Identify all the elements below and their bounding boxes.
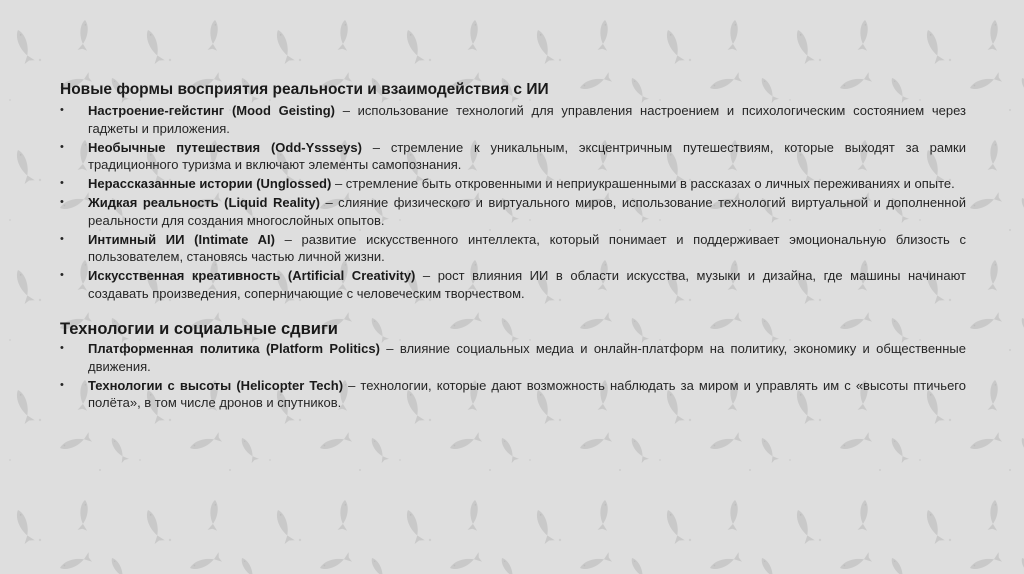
term: Нерассказанные истории (Unglossed) — [88, 176, 332, 191]
bullet-icon: • — [60, 342, 64, 354]
section-title: Технологии и социальные сдвиги — [60, 320, 338, 338]
term: Искусственная креативность (Artificial Creativity) — [88, 268, 416, 283]
bullet-icon: • — [60, 104, 64, 116]
list-item — [60, 175, 966, 193]
list-item — [60, 139, 966, 174]
bullet-list — [60, 102, 966, 302]
term: Необычные путешествия (Odd-Yssseys) — [88, 139, 362, 155]
list-item — [60, 377, 966, 412]
bullet-icon: • — [60, 232, 64, 245]
description: – стремление быть откровенными и неприукрашенными в рассказах о личных переживаниях и опыте. — [331, 176, 955, 191]
bullet-list — [60, 340, 966, 412]
description: – развитие искусственного интеллекта, который понимает и поддерживает эмоциональную близость с пользователем, становясь частью личной жизни. — [88, 231, 966, 264]
description: – технологии, которые дают возможность наблюдать за миром и управлять им с «высоты птичьего полёта», в том числе дронов и спутников. — [88, 377, 966, 410]
slide-content — [60, 80, 966, 413]
bullet-icon: • — [60, 196, 64, 208]
description: – использование технологий для управления настроением и психологическим состоянием через гаджеты и приложения. — [88, 103, 967, 136]
bullet-icon: • — [60, 378, 64, 391]
description: – стремление к уникальным, эксцентричным путешествиям, которые выходят за рамки традиционного туризма и включают элементы самопознания. — [88, 139, 966, 172]
list-item — [60, 267, 966, 302]
bullet-icon: • — [60, 177, 64, 189]
term: Платформенная политика (Platform Politics) — [88, 341, 380, 356]
list-item — [60, 231, 966, 266]
term: Интимный ИИ (Intimate AI) — [88, 231, 275, 247]
list-item — [60, 194, 966, 229]
bullet-icon: • — [60, 269, 64, 281]
description: – влияние социальных медиа и онлайн-платформ на политику, экономику и общественные движения. — [88, 341, 966, 374]
list-item — [60, 102, 966, 137]
description: – рост влияния ИИ в области искусства, музыки и дизайна, где машины начинают создавать произведения, соперничающие с человеческим творчеством. — [88, 268, 966, 301]
description: – слияние физического и виртуального миров, использование технологий виртуальной и дополненной реальности для создания многослойных опытов. — [88, 195, 966, 228]
term: Настроение-гейстинг (Mood Geisting) — [88, 103, 335, 118]
term: Жидкая реальность (Liquid Reality) — [88, 195, 320, 210]
term: Технологии с высоты (Helicopter Tech) — [88, 377, 344, 393]
section-title: Новые формы восприятия реальности и взаимодействия с ИИ — [60, 81, 549, 98]
list-item — [60, 340, 966, 375]
bullet-icon: • — [60, 140, 64, 153]
